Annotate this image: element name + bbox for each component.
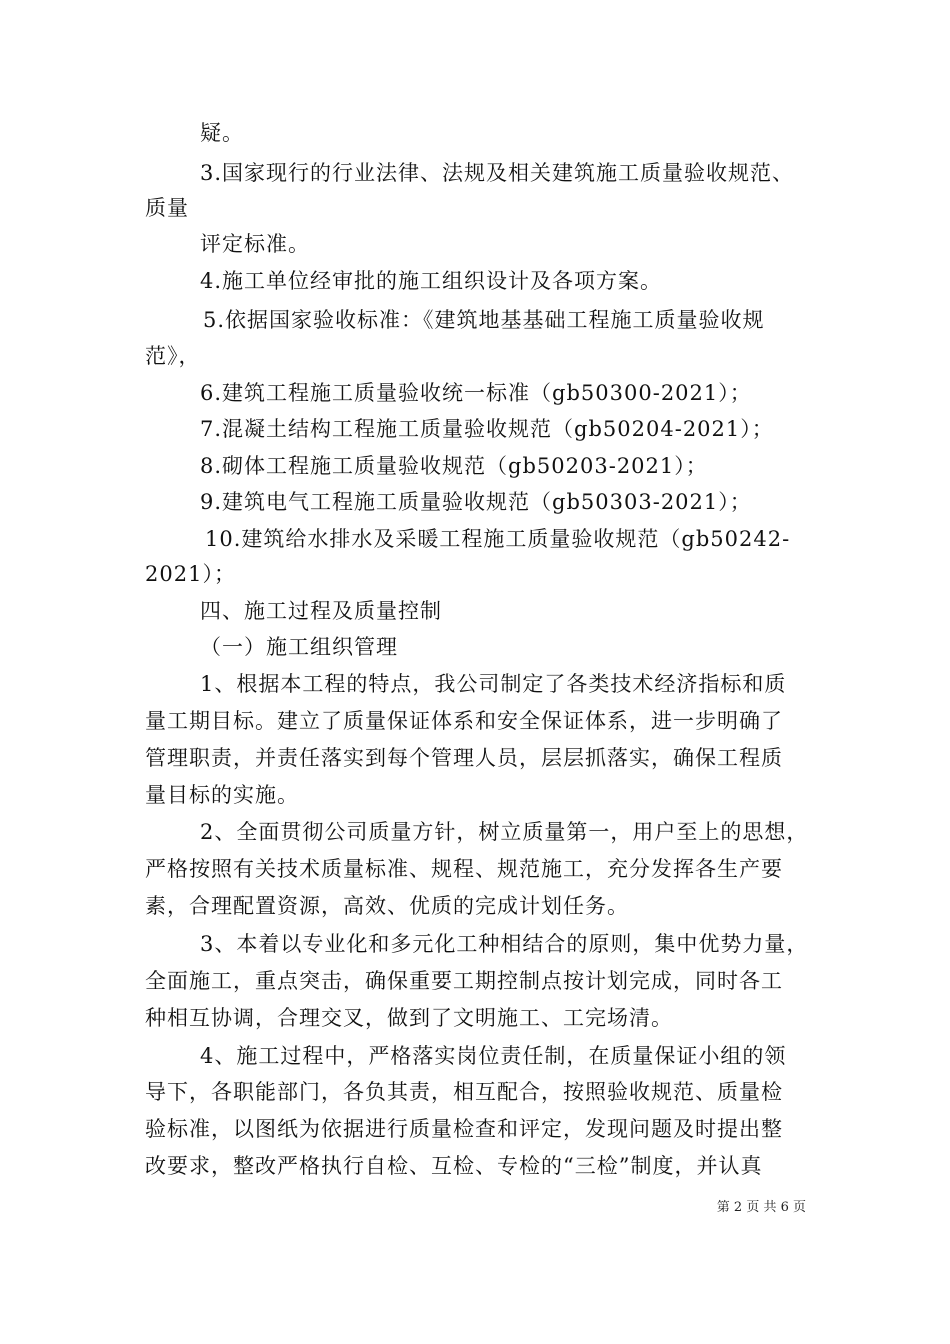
text-line: 3、本着以专业化和多元化工种相结合的原则，集中优势力量， [200,932,809,956]
text-line: 疑。 [200,121,244,145]
text-line: 质量 [145,196,189,220]
text-line: 2021）； [145,562,236,586]
text-line: 5.依据国家验收标准：《建筑地基基础工程施工质量验收规 [203,308,765,332]
text-line: 种相互协调，合理交叉，做到了文明施工、工完场清。 [145,1006,673,1030]
text-line: 范》， [145,344,201,368]
text-line: 4、施工过程中，严格落实岗位责任制，在质量保证小组的领 [200,1044,787,1068]
text-line: 1、根据本工程的特点，我公司制定了各类技术经济指标和质 [200,672,787,696]
text-line: 改要求，整改严格执行自检、互检、专检的“三检”制度，并认真 [145,1154,763,1178]
text-line: 2、全面贯彻公司质量方针，树立质量第一，用户至上的思想， [200,820,809,844]
text-line: 全面施工，重点突击，确保重要工期控制点按计划完成，同时各工 [145,969,783,993]
text-line: 量目标的实施。 [145,783,299,807]
text-line: 严格按照有关技术质量标准、规程、规范施工，充分发挥各生产要 [145,857,783,881]
text-line: 验标准，以图纸为依据进行质量检查和评定，发现问题及时提出整 [145,1117,783,1141]
text-line: 10.建筑给水排水及采暖工程施工质量验收规范（gb50242- [205,527,791,551]
text-line: 6.建筑工程施工质量验收统一标准（gb50300-2021）； [200,381,752,405]
subsection-heading: （一）施工组织管理 [200,635,398,659]
page-footer: 第 2 页 共 6 页 [716,1200,806,1215]
text-line: 4.施工单位经审批的施工组织设计及各项方案。 [200,269,663,293]
text-line: 量工期目标。建立了质量保证体系和安全保证体系，进一步明确了 [145,709,783,733]
text-line: 7.混凝土结构工程施工质量验收规范（gb50204-2021）； [200,417,774,441]
text-line: 8.砌体工程施工质量验收规范（gb50203-2021）； [200,454,708,478]
text-line: 3.国家现行的行业法律、法规及相关建筑施工质量验收规范、 [200,161,795,185]
text-line: 素，合理配置资源，高效、优质的完成计划任务。 [145,894,629,918]
text-line: 管理职责，并责任落实到每个管理人员，层层抓落实，确保工程质 [145,746,783,770]
text-line: 9.建筑电气工程施工质量验收规范（gb50303-2021）； [200,490,752,514]
section-heading: 四、施工过程及质量控制 [200,599,442,623]
text-line: 导下，各职能部门，各负其责，相互配合，按照验收规范、质量检 [145,1080,783,1104]
text-line: 评定标准。 [200,232,310,256]
